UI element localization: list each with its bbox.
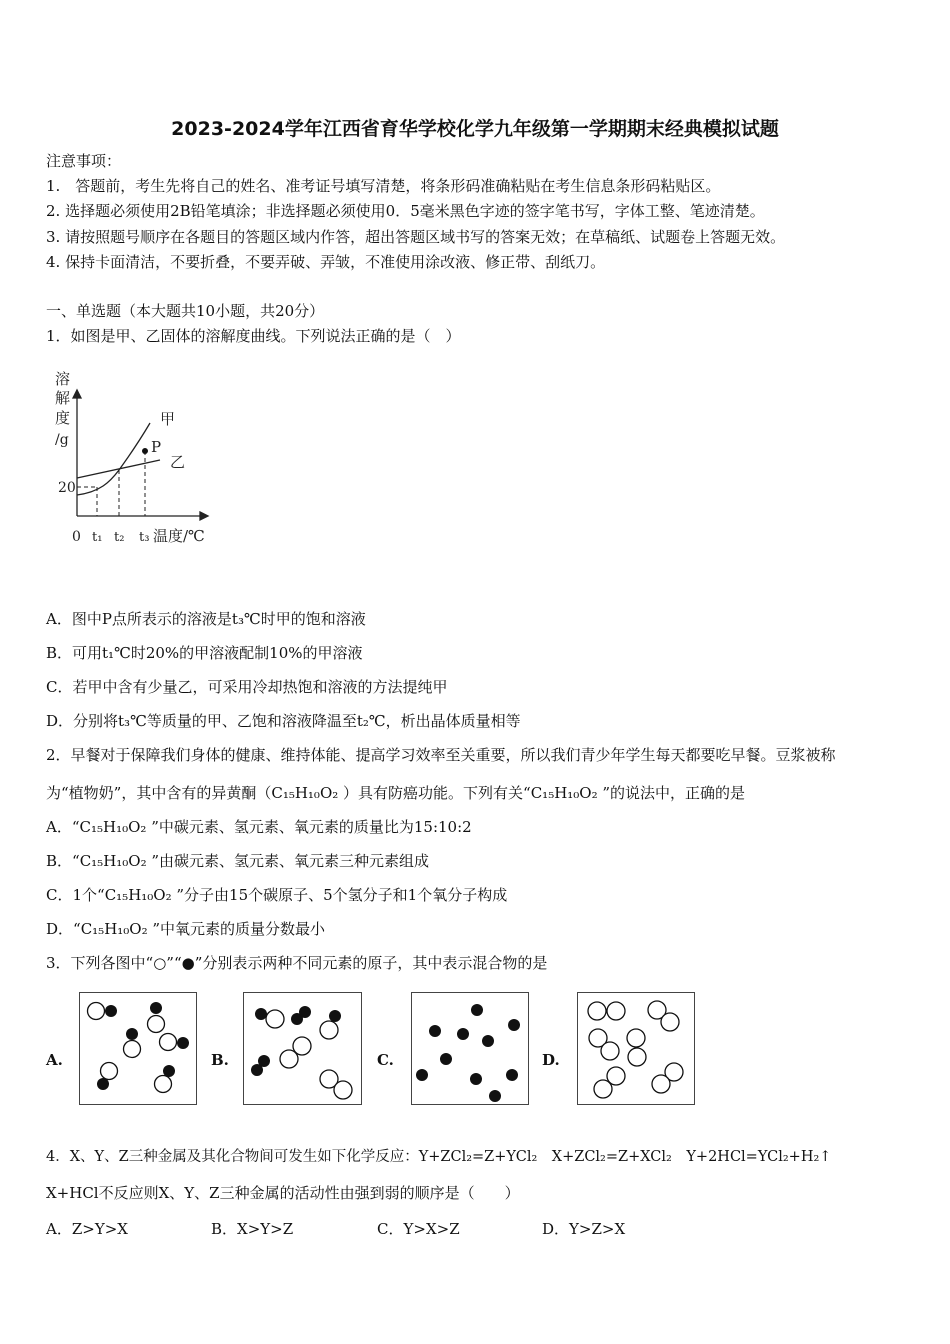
notice-item: 2. 选择题必须使用2B铅笔填涂；非选择题必须使用0．5毫米黑色字迹的签字笔书写，字体工整、笔迹清楚。	[46, 202, 765, 220]
q3-label-a: A.	[46, 1051, 63, 1069]
curve-yi	[77, 460, 160, 478]
q4-option-d: D．Y>Z>X	[542, 1220, 626, 1238]
notice-item: 1. 答题前，考生先将自己的姓名、准考证号填写清楚，将条形码准确粘贴在考生信息条形码粘贴区。	[46, 177, 721, 195]
notice-item: 4. 保持卡面清洁，不要折叠，不要弄破、弄皱，不准使用涂改液、修正带、刮纸刀。	[46, 253, 606, 271]
q3-figure-c	[411, 992, 530, 1106]
question-2-stem: 为“植物奶”，其中含有的异黄酮（C₁₅H₁₀O₂ ）具有防癌功能。下列有关“C₁₅H₁₀O₂ ”的说法中，正确的是	[46, 784, 746, 802]
question-3-stem: 3．下列各图中“○”“●”分别表示两种不同元素的原子，其中表示混合物的是	[46, 954, 548, 972]
q3-figure-b	[243, 992, 363, 1106]
q3-label-d: D.	[542, 1051, 560, 1069]
section-heading: 一、单选题（本大题共10小题，共20分）	[46, 302, 325, 320]
point-label-p: P	[151, 438, 162, 456]
x-tick: 0	[72, 529, 81, 545]
q1-option-b: B．可用t₁℃时20%的甲溶液配制10%的甲溶液	[46, 644, 363, 662]
q2-option-b: B．“C₁₅H₁₀O₂ ”由碳元素、氢元素、氧元素三种元素组成	[46, 852, 430, 870]
x-tick: t₃	[139, 530, 150, 545]
notice-heading: 注意事项：	[46, 152, 122, 170]
ylabel-char: /g	[55, 432, 69, 448]
x-tick: t₁	[92, 530, 103, 545]
q1-option-c: C．若甲中含有少量乙，可采用冷却热饱和溶液的方法提纯甲	[46, 678, 448, 696]
ylabel-char: 溶	[55, 370, 71, 388]
q4-option-a: A．Z>Y>X	[46, 1220, 128, 1238]
y-tick-20: 20	[58, 480, 76, 496]
x-tick: t₂	[114, 530, 125, 545]
q1-option-d: D．分别将t₃℃等质量的甲、乙饱和溶液降温至t₂℃，析出晶体质量相等	[46, 712, 521, 730]
curve-label-jia: 甲	[160, 410, 176, 428]
question-2-stem: 2．早餐对于保障我们身体的健康、维持体能、提高学习效率至关重要，所以我们青少年学生每天都要吃早餐。豆浆被称	[46, 746, 836, 764]
q3-figure-a	[79, 992, 198, 1106]
curve-label-yi: 乙	[170, 453, 186, 471]
q3-label-b: B.	[211, 1051, 229, 1069]
q3-label-c: C.	[377, 1051, 394, 1069]
question-4-stem: X+HCl不反应则X、Y、Z三种金属的活动性由强到弱的顺序是（ ）	[46, 1184, 520, 1202]
q4-option-b: B．X>Y>Z	[211, 1220, 294, 1238]
ylabel-char: 度	[55, 409, 71, 427]
q2-option-a: A．“C₁₅H₁₀O₂ ”中碳元素、氢元素、氧元素的质量比为15:10:2	[46, 818, 472, 836]
q2-option-d: D．“C₁₅H₁₀O₂ ”中氧元素的质量分数最小	[46, 920, 326, 938]
q2-option-c: C．1个“C₁₅H₁₀O₂ ”分子由15个碳原子、5个氢分子和1个氧分子构成	[46, 886, 508, 904]
question-4-stem: 4．X、Y、Z三种金属及其化合物间可发生如下化学反应：Y+ZCl₂=Z+YCl₂ X+ZCl₂=Z+XCl₂ Y+2HCl=YCl₂+H₂↑	[46, 1149, 832, 1165]
q4-option-c: C．Y>X>Z	[377, 1220, 460, 1238]
x-axis-label: 温度/℃	[153, 527, 205, 545]
ylabel-char: 解	[55, 389, 71, 407]
solubility-curve-graph	[40, 360, 240, 560]
page-title: 2023-2024学年江西省育华学校化学九年级第一学期期末经典模拟试题	[171, 118, 779, 140]
q3-figure-d	[577, 992, 696, 1106]
curve-jia	[77, 423, 150, 495]
point-p	[142, 448, 148, 454]
notice-item: 3. 请按照题号顺序在各题目的答题区域内作答，超出答题区域书写的答案无效；在草稿纸、试题卷上答题无效。	[46, 228, 786, 246]
q1-option-a: A．图中P点所表示的溶液是t₃℃时甲的饱和溶液	[46, 610, 366, 628]
question-1-stem: 1．如图是甲、乙固体的溶解度曲线。下列说法正确的是（ ）	[46, 327, 461, 345]
